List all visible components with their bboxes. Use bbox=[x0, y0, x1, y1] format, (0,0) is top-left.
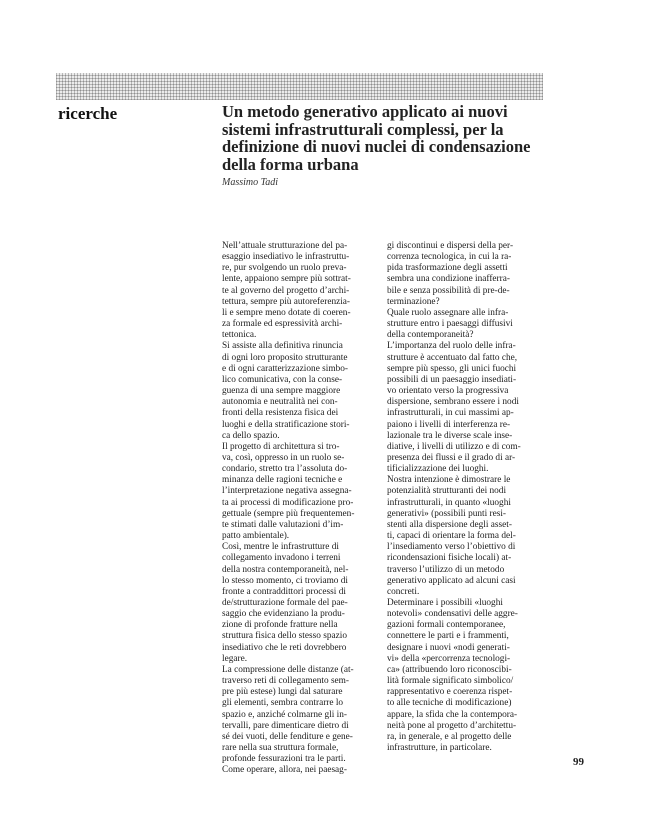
text-line: patto ambientale). bbox=[222, 531, 290, 542]
text-line: tettonica. bbox=[222, 330, 257, 341]
article-title: Un metodo generativo applicato ai nuovi sistemi infrastrutturali complessi, per la definizione di nuovi nuclei di condensazione della forma urbana bbox=[222, 102, 531, 174]
text-line: guenza di una sempre maggiore bbox=[222, 386, 341, 397]
text-line: generativi» (possibili punti resi- bbox=[387, 508, 507, 519]
text-line: presenza dei flussi e il grado di ar- bbox=[387, 452, 516, 463]
text-line: fronti della resistenza fisica dei bbox=[222, 408, 339, 419]
text-line: Nell’attuale strutturazione del pa- bbox=[222, 241, 348, 251]
header-halftone-band bbox=[56, 73, 543, 100]
page-number: 99 bbox=[573, 756, 584, 768]
text-line: tificializzazione dei luoghi. bbox=[387, 464, 489, 475]
text-line: Quale ruolo assegnare alle infra- bbox=[387, 307, 509, 318]
text-line: luoghi e della stratificazione stori- bbox=[222, 419, 350, 430]
text-line: Nostra intenzione è dimostrare le bbox=[387, 475, 511, 486]
text-line: correnza tecnologica, in cui la ra- bbox=[387, 252, 512, 263]
text-line: generativo applicato ad alcuni casi bbox=[387, 575, 516, 586]
text-line: sembra una condizione inafferra- bbox=[387, 274, 510, 285]
text-line: appare, la sfida che la contempora- bbox=[387, 709, 518, 720]
text-line: notevoli» condensativi delle aggre- bbox=[387, 609, 518, 620]
text-line: sempre più spesso, gli unici fuochi bbox=[387, 363, 517, 374]
text-line: Il progetto di architettura si tro- bbox=[222, 441, 340, 452]
text-line: tettura, sempre più autoreferenzia- bbox=[222, 296, 351, 307]
text-line: rare nella sua struttura formale, bbox=[222, 743, 339, 754]
text-line: pida trasformazione degli assetti bbox=[387, 263, 508, 274]
text-line: insediativo che le reti dovrebbero bbox=[222, 642, 347, 653]
text-line: lo stesso momento, ci troviamo di bbox=[222, 575, 349, 586]
text-line: dispersione, sembrano essere i nodi bbox=[387, 397, 519, 408]
text-line: L’importanza del ruolo delle infra- bbox=[387, 341, 516, 352]
text-line: strutture entro i paesaggi diffusivi bbox=[387, 319, 513, 330]
text-line: strutture è accentuato dal fatto che, bbox=[387, 352, 518, 363]
text-line: condario, stretto tra l’assoluta do- bbox=[222, 464, 348, 475]
text-line: ta ai processi di modificazione pro- bbox=[222, 497, 354, 508]
text-line: ca» (attribuendo loro riconoscibi- bbox=[387, 664, 512, 675]
text-line: Determinare i possibili «luoghi bbox=[387, 598, 503, 608]
text-line: spazio e, anziché colmarne gli in- bbox=[222, 709, 347, 720]
text-line: ricondensazioni fisiche locali) at- bbox=[387, 553, 512, 564]
text-line: lazionale tra le diverse scale inse- bbox=[387, 430, 513, 441]
text-line: possibili di un paesaggio insediati- bbox=[387, 374, 517, 385]
text-line: de/strutturazione formale del pae- bbox=[222, 598, 348, 608]
text-line: designare i nuovi «nodi generati- bbox=[387, 642, 510, 653]
text-line: sé dei vuoti, delle fenditure e gene- bbox=[222, 731, 353, 742]
text-column-left bbox=[222, 241, 374, 777]
text-line: gettuale (sempre più frequentemen- bbox=[222, 508, 355, 519]
text-line: zione di profonde fratture nella bbox=[222, 620, 338, 631]
text-line: bile e senza possibilità di pre-de- bbox=[387, 285, 510, 296]
text-line: stenti alla dispersione degli asset- bbox=[387, 519, 512, 530]
text-line: lente, appaiono sempre più sottrat- bbox=[222, 274, 351, 285]
author-name: Massimo Tadi bbox=[222, 177, 279, 188]
text-line: neità pone al progetto d’architettu- bbox=[387, 720, 517, 731]
text-line: za formale ed espressività archi- bbox=[222, 319, 343, 330]
text-line: paiono i livelli di interferenza re- bbox=[387, 419, 511, 430]
text-line: collegamento invadono i terreni bbox=[222, 553, 341, 564]
text-line: saggio che evidenziano la produ- bbox=[222, 609, 345, 620]
text-line: potenzialità strutturanti dei nodi bbox=[387, 486, 507, 497]
text-line: vi» della «percorrenza tecnologi- bbox=[387, 653, 511, 664]
text-line: della contemporaneità? bbox=[387, 330, 474, 341]
text-line: autonomia e neutralità nei con- bbox=[222, 397, 338, 408]
text-line: ca dello spazio. bbox=[222, 430, 280, 441]
text-line: legare. bbox=[222, 653, 248, 664]
text-line: l’interpretazione negativa assegna- bbox=[222, 486, 352, 497]
text-line: gazioni formali contemporanee, bbox=[387, 620, 506, 631]
text-line: La compressione delle distanze (at- bbox=[222, 664, 354, 675]
text-line: traverso reti di collegamento sem- bbox=[222, 676, 350, 687]
text-line: lità formale significato simbolico/ bbox=[387, 676, 514, 687]
text-line: re, pur svolgendo un ruolo preva- bbox=[222, 263, 347, 274]
text-line: struttura fisica dello stesso spazio bbox=[222, 631, 347, 642]
text-line: li e sempre meno dotate di coeren- bbox=[222, 307, 351, 318]
text-line: di ogni loro proposito strutturante bbox=[222, 352, 348, 363]
text-line: e di ogni caratterizzazione simbo- bbox=[222, 363, 348, 374]
text-line: diative, i livelli di utilizzo e di com- bbox=[387, 441, 521, 452]
text-line: terminazione? bbox=[387, 296, 440, 307]
text-line: gi discontinui e dispersi della per- bbox=[387, 241, 514, 251]
text-column-right bbox=[387, 241, 549, 754]
text-line: fronte a contraddittori processi di bbox=[222, 586, 346, 597]
text-line: rappresentativo e coerenza rispet- bbox=[387, 687, 513, 698]
text-line: profonde fessurazioni tra le parti. bbox=[222, 754, 346, 765]
text-line: vo orientato verso la progressiva bbox=[387, 386, 509, 397]
text-line: connettere le parti e i frammenti, bbox=[387, 631, 509, 642]
text-line: ra, in generale, e al progetto delle bbox=[387, 731, 512, 742]
text-line: Come operare, allora, nei paesag- bbox=[222, 765, 347, 776]
text-line: Così, mentre le infrastrutture di bbox=[222, 542, 339, 553]
text-line: gli elementi, sembra contrarre lo bbox=[222, 698, 344, 709]
text-line: traverso l’utilizzo di un metodo bbox=[387, 564, 505, 575]
text-line: te stimati dalle valutazioni d’im- bbox=[222, 519, 344, 530]
text-line: Si assiste alla definitiva rinuncia bbox=[222, 341, 343, 352]
text-line: infrastrutturali, in quanto «luoghi bbox=[387, 497, 511, 508]
text-line: va, così, oppresso in un ruolo se- bbox=[222, 452, 345, 463]
section-label: ricerche bbox=[58, 104, 118, 123]
text-line: concreti. bbox=[387, 586, 420, 597]
text-line: infrastrutturali, in cui massimi ap- bbox=[387, 408, 514, 419]
text-line: minanza delle ragioni tecniche e bbox=[222, 475, 343, 486]
text-line: ti, capaci di orientare la forma del- bbox=[387, 531, 516, 542]
text-line: pre più estese) lungi dal saturare bbox=[222, 687, 343, 698]
text-line: te al governo del progetto d’archi- bbox=[222, 285, 350, 296]
text-line: l’insediamento verso l’obiettivo di bbox=[387, 542, 516, 553]
text-line: tervalli, pare dimenticare dietro di bbox=[222, 720, 349, 731]
text-line: esaggio insediativo le infrastruttu- bbox=[222, 252, 350, 263]
text-line: infrastrutture, in particolare. bbox=[387, 743, 492, 754]
text-line: to alle tecniche di modificazione) bbox=[387, 698, 512, 709]
text-line: lico comunicativa, con la conse- bbox=[222, 374, 343, 385]
text-line: della nostra contemporaneità, nel- bbox=[222, 564, 349, 575]
